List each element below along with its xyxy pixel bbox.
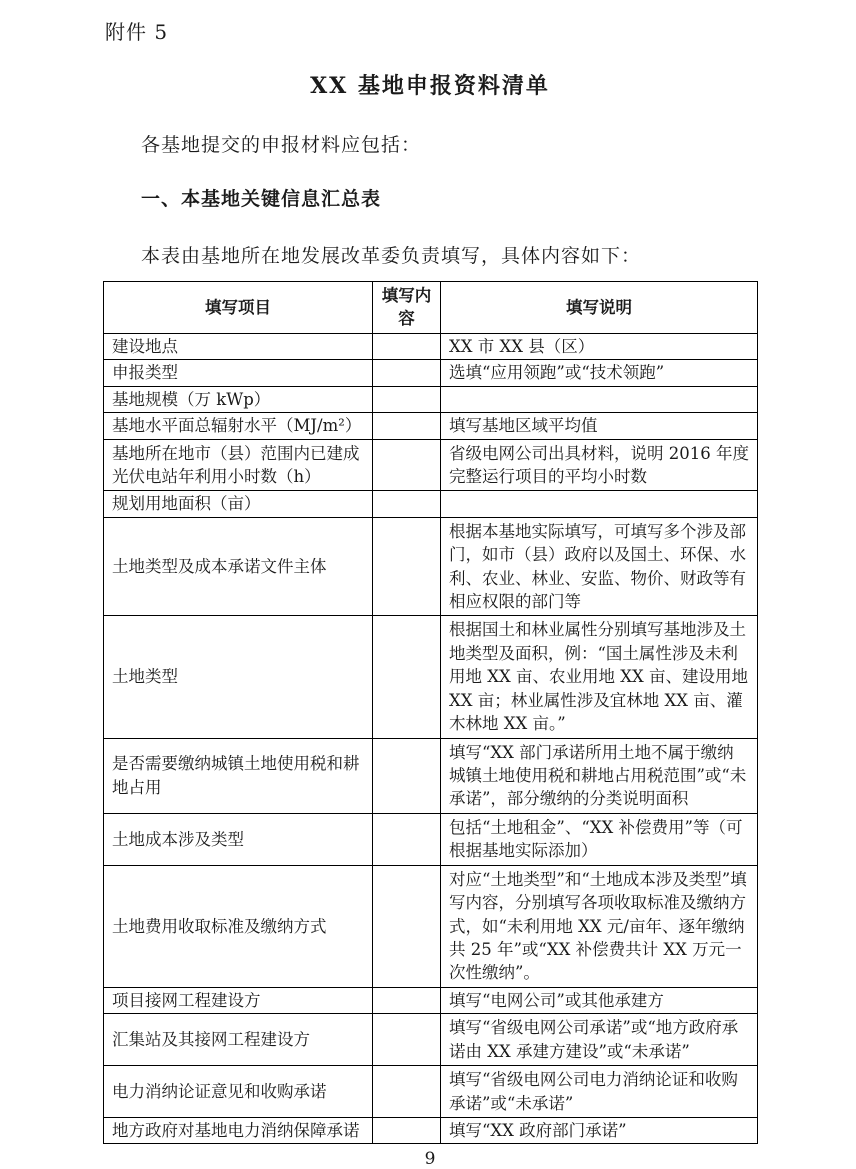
description-cell: 根据本基地实际填写，可填写多个涉及部门，如市（县）政府以及国土、环保、水利、农业、林业、安监、物价、财政等有相应权限的部门等 [441,517,758,616]
table-row [104,987,758,1013]
attachment-label: 附件 5 [105,20,169,44]
table-row [104,813,758,865]
content-cell [373,517,441,616]
item-cell: 土地费用收取标准及缴纳方式 [104,865,373,987]
item-cell: 是否需要缴纳城镇土地使用税和耕地占用 [104,738,373,813]
item-cell: 土地类型 [104,616,373,738]
content-cell [373,1066,441,1118]
header-description-column: 填写说明 [441,282,758,334]
content-cell [373,386,441,412]
description-cell: XX 市 XX 县（区） [441,333,758,359]
item-cell: 建设地点 [104,333,373,359]
table-header-row [104,282,758,334]
table-row [104,333,758,359]
table-row [104,491,758,517]
description-cell: 填写“XX 政府部门承诺” [441,1117,758,1143]
description-cell: 选填“应用领跑”或“技术领跑” [441,360,758,386]
item-cell: 地方政府对基地电力消纳保障承诺 [104,1117,373,1143]
description-cell: 填写“省级电网公司电力消纳论证和收购承诺”或“未承诺” [441,1066,758,1118]
section-heading: 一、本基地关键信息汇总表 [141,188,382,210]
content-cell [373,491,441,517]
table-row [104,865,758,987]
content-cell [373,413,441,439]
content-cell [373,439,441,491]
header-item-column: 填写项目 [104,282,373,334]
table-row [104,1014,758,1066]
description-cell [441,491,758,517]
item-cell: 土地成本涉及类型 [104,813,373,865]
item-cell: 汇集站及其接网工程建设方 [104,1014,373,1066]
description-cell: 包括“土地租金”、“XX 补偿费用”等（可根据基地实际添加） [441,813,758,865]
document-title: XX 基地申报资料清单 [310,73,550,99]
table-row [104,439,758,491]
description-cell: 对应“土地类型”和“土地成本涉及类型”填写内容，分别填写各项收取标准及缴纳方式，如“未利用地 XX 元/亩年、逐年缴纳共 25 年”或“XX 补偿费共计 XX 万元一次性缴纳”。 [441,865,758,987]
description-cell: 填写“XX 部门承诺所用土地不属于缴纳城镇土地使用税和耕地占用税范围”或“未承诺”，部分缴纳的分类说明面积 [441,738,758,813]
item-cell: 基地水平面总辐射水平（MJ/m²） [104,413,373,439]
content-cell [373,1014,441,1066]
table-row [104,616,758,738]
table-row [104,413,758,439]
item-cell: 项目接网工程建设方 [104,987,373,1013]
item-cell: 电力消纳论证意见和收购承诺 [104,1066,373,1118]
table-row [104,517,758,616]
content-cell [373,987,441,1013]
item-cell: 基地规模（万 kWp） [104,386,373,412]
content-cell [373,616,441,738]
table-row [104,1066,758,1118]
table-row [104,738,758,813]
table-row [104,360,758,386]
description-cell: 根据国土和林业属性分别填写基地涉及土地类型及面积，例：“国土属性涉及未利用地 XX 亩、农业用地 XX 亩、建设用地 XX 亩；林业属性涉及宜林地 XX 亩、灌木林地 XX 亩。” [441,616,758,738]
intro-paragraph: 各基地提交的申报材料应包括： [141,134,422,156]
item-cell: 土地类型及成本承诺文件主体 [104,517,373,616]
item-cell: 基地所在地市（县）范围内已建成光伏电站年利用小时数（h） [104,439,373,491]
description-cell: 填写基地区域平均值 [441,413,758,439]
content-cell [373,360,441,386]
header-content-column: 填写内容 [373,282,441,334]
table-row [104,386,758,412]
description-cell [441,386,758,412]
item-cell: 规划用地面积（亩） [104,491,373,517]
key-info-summary-table [103,281,758,1144]
content-cell [373,333,441,359]
description-cell: 填写“省级电网公司承诺”或“地方政府承诺由 XX 承建方建设”或“未承诺” [441,1014,758,1066]
content-cell [373,865,441,987]
content-cell [373,813,441,865]
page-number: 9 [424,1149,436,1169]
description-cell: 省级电网公司出具材料，说明 2016 年度完整运行项目的平均小时数 [441,439,758,491]
content-cell [373,1117,441,1143]
item-cell: 申报类型 [104,360,373,386]
content-cell [373,738,441,813]
table-caption: 本表由基地所在地发展改革委负责填写，具体内容如下： [141,245,642,267]
table-row [104,1117,758,1143]
description-cell: 填写“电网公司”或其他承建方 [441,987,758,1013]
